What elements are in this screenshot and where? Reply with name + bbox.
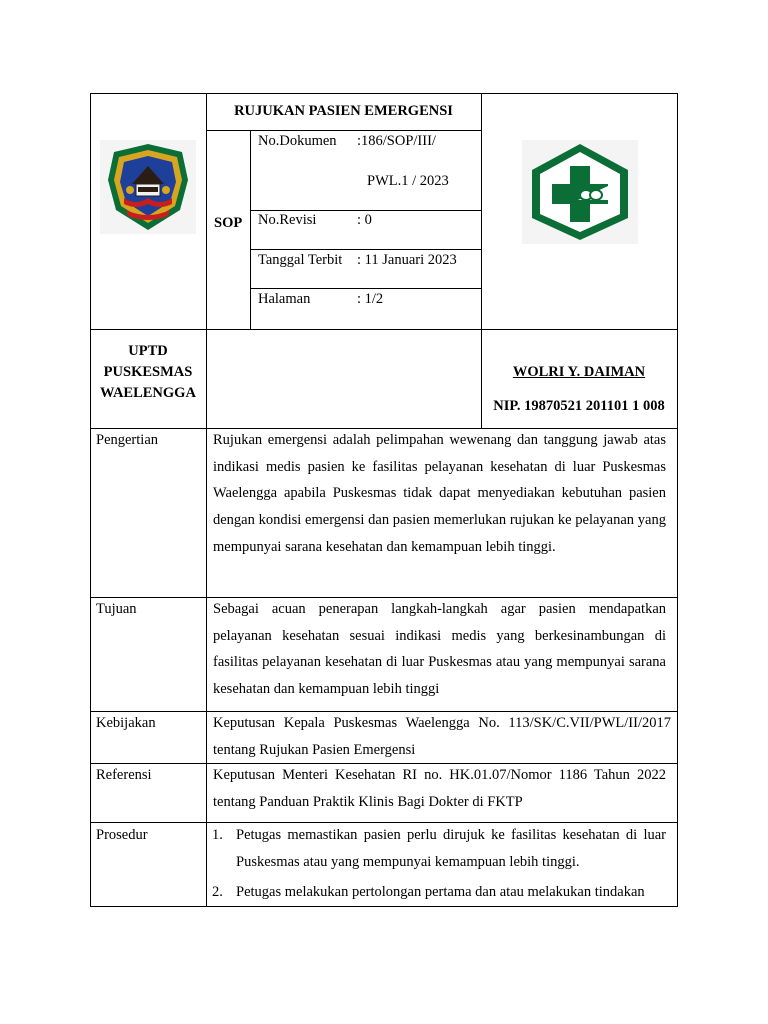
revision-label: No.Revisi [258, 212, 317, 228]
org-name-line1: UPTD [128, 343, 168, 359]
section-label-kebijakan: Kebijakan [96, 715, 156, 731]
sop-label: SOP [214, 215, 243, 231]
page-label: Halaman [258, 291, 311, 307]
procedure-step [212, 822, 666, 875]
signer-nip: NIP. 19870521 201101 1 008 [493, 398, 665, 414]
revision-value: : 0 [357, 212, 372, 228]
doc-no-value-continued: PWL.1 / 2023 [367, 173, 449, 189]
org-name-line3: WAELENGGA [100, 385, 196, 401]
procedure-list [212, 822, 666, 906]
procedure-step-number: 2. [212, 884, 223, 901]
procedure-step-number: 1. [212, 827, 223, 843]
issue-date-label: Tanggal Terbit [258, 252, 343, 268]
section-label-referensi: Referensi [96, 767, 152, 783]
page-value: : 1/2 [357, 291, 384, 307]
procedure-step-text: Petugas melakukan pertolongan pertama dan atau melakukan tindakan [236, 884, 645, 901]
signer-name: WOLRI Y. DAIMAN [512, 364, 646, 380]
doc-no-value: :186/SOP/III/ [357, 133, 436, 149]
regency-coat-of-arms-icon [100, 140, 196, 234]
puskesmas-cross-hexagon-icon [522, 140, 638, 244]
org-name-line2: PUSKESMAS [103, 364, 193, 380]
regency-logo [100, 140, 196, 234]
doc-no-label: No.Dokumen [258, 133, 337, 149]
section-text-tujuan: Sebagai acuan penerapan langkah-langkah agar pasien mendapatkan pelayanan kesehatan sesuai indikasi medis yang berkesinambungan di fasilitas pelayanan kesehatan di luar Puskesmas atau yang mempunyai sarana kesehatan dan kemampuan lebih tinggi [213, 601, 666, 698]
section-text-referensi: Keputusan Menteri Kesehatan RI no. HK.01.07/Nomor 1186 Tahun 2022 tentang Panduan Praktik Klinis Bagi Dokter di FKTP [213, 767, 666, 810]
section-text-pengertian: Rujukan emergensi adalah pelimpahan wewenang dan tanggung jawab atas indikasi medis pasien ke fasilitas pelayanan kesehatan di luar Puskesmas Waelengga apabila Puskesmas tidak dapat menyediakan kebutuhan pasien dengan kondisi emergensi dan pasien memerlukan rujukan ke pelayanan yang mempunyai sarana kesehatan dan kemampuan lebih tinggi. [213, 432, 666, 555]
puskesmas-logo [522, 140, 638, 244]
document-title: RUJUKAN PASIEN EMERGENSI [234, 103, 453, 119]
procedure-step-text: Petugas memastikan pasien perlu dirujuk ke fasilitas kesehatan di luar Puskesmas atau yang mempunyai kemampuan lebih tinggi. [236, 827, 666, 870]
section-text-kebijakan: Keputusan Kepala Puskesmas Waelengga No. 113/SK/C.VII/PWL/II/2017 tentang Rujukan Pasien Emergensi [213, 715, 671, 758]
section-label-tujuan: Tujuan [96, 601, 137, 617]
procedure-step [212, 879, 666, 906]
issue-date-value: : 11 Januari 2023 [357, 252, 457, 268]
section-label-pengertian: Pengertian [96, 432, 159, 448]
section-label-prosedur: Prosedur [96, 827, 148, 843]
